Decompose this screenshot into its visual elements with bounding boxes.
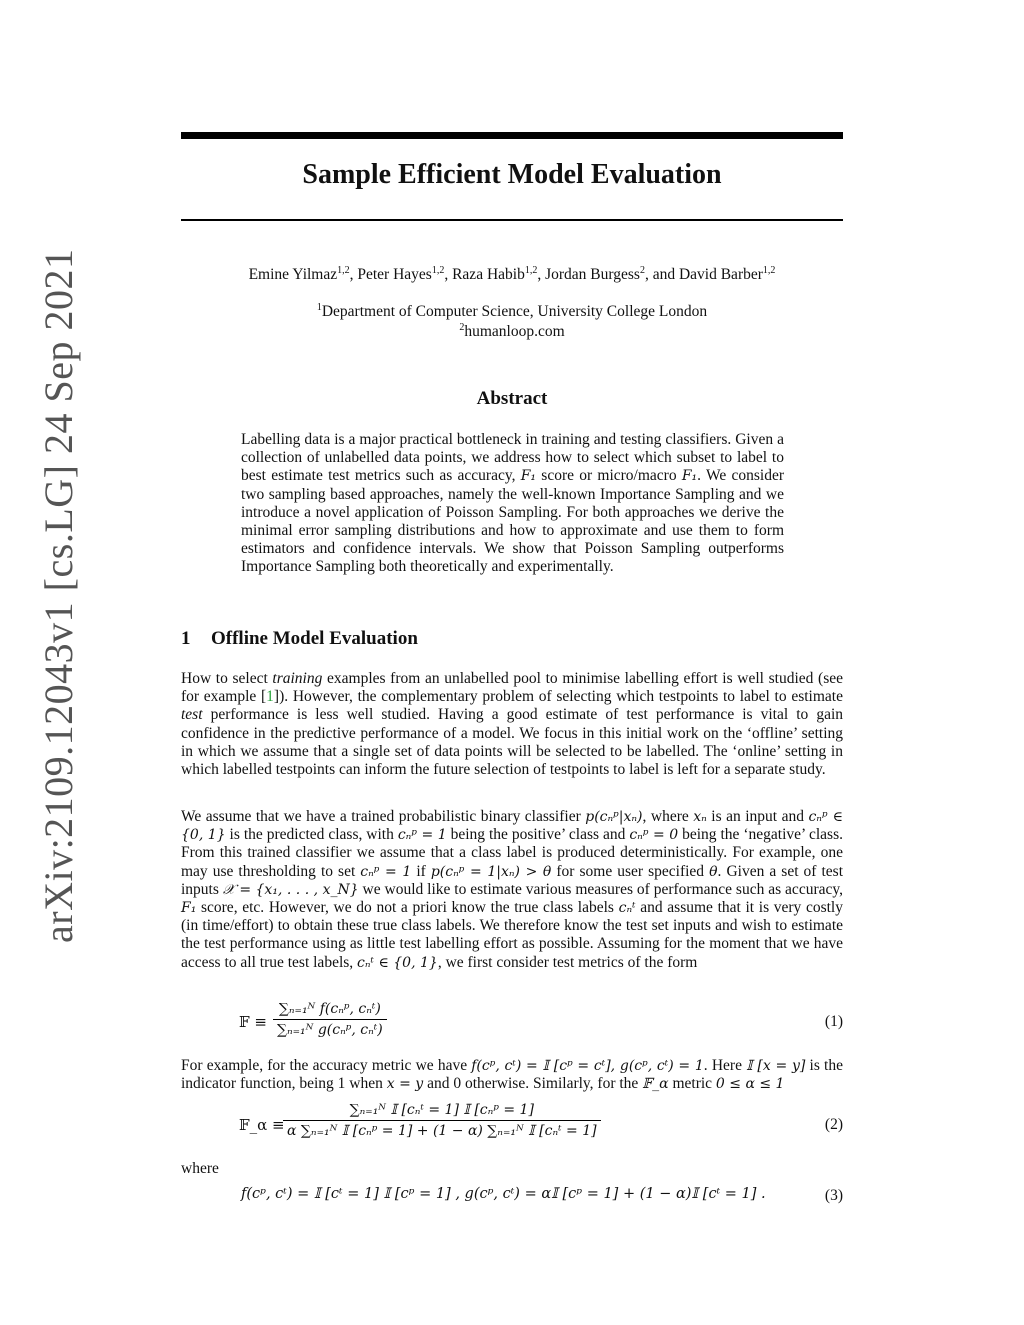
text: if bbox=[411, 862, 431, 880]
text: being the ‘negative’ class. From this trained classifier we assume that a class label is produced deterministically. For example, one may use thresholding to set bbox=[181, 826, 843, 880]
text: is the indicator function, being 1 when bbox=[181, 1057, 843, 1093]
affiliation-text: humanloop.com bbox=[464, 323, 565, 340]
text: We assume that we have a trained probabilistic binary classifier bbox=[181, 808, 586, 825]
text: and assume that it is very costly (in time/effort) to obtain these true class labels. We therefore know the test set inputs and wish to estimate the test performance using as little test labelling effort as possible. Assuming for the moment that we have access to all true test labels, bbox=[181, 899, 843, 971]
author-affiliation-mark: 1,2 bbox=[431, 265, 445, 276]
math-inline: p(cₙᵖ = 1|xₙ) > θ bbox=[430, 863, 552, 880]
author-affiliation-mark: 2 bbox=[639, 265, 645, 276]
equation-number: (1) bbox=[824, 1013, 843, 1030]
emphasis: training bbox=[272, 670, 323, 687]
abstract-text: score or micro/macro bbox=[536, 467, 682, 485]
affiliation-mark: 2 bbox=[459, 322, 465, 333]
author-separator: , bbox=[537, 266, 546, 283]
paper-title: Sample Efficient Model Evaluation bbox=[302, 159, 722, 190]
equation-2 bbox=[181, 1102, 843, 1152]
equation-fraction bbox=[283, 1102, 601, 1139]
paragraph-3 bbox=[181, 1057, 843, 1093]
text: metric bbox=[668, 1075, 716, 1093]
equation-3: f(cᵖ, cᵗ) = 𝕀 [cᵗ = 1] 𝕀 [cᵖ = 1] , g(cᵖ, cᵗ) = α𝕀 [cᵖ = 1] + (1 − α)𝕀 [cᵗ = 1] . bbox=[241, 1186, 766, 1202]
author: Peter Hayes bbox=[357, 266, 432, 283]
equation-denominator: ∑ₙ₌₁ᴺ g(cₙᵖ, cₙᵗ) bbox=[277, 1022, 383, 1038]
text: for some user specified bbox=[551, 862, 710, 880]
abstract-text: . We consider two sampling based approaches, namely the well-known Importance Sampling and we introduce a novel application of Poisson Sampling. For both approaches we derive the minimal error sampling distributions and how to approximate and use them to form estimators and confidence intervals. We show that Poisson Sampling outperforms Importance Sampling both theoretically and experimentally. bbox=[241, 467, 785, 576]
abstract-body bbox=[241, 431, 784, 577]
equation-number: (3) bbox=[824, 1187, 843, 1204]
equation-1 bbox=[181, 1001, 843, 1047]
text: ]). However, the complementary problem of selecting which testpoints to label to estimate bbox=[273, 688, 843, 706]
math-inline: cₙᵗ ∈ {0, 1} bbox=[357, 954, 438, 971]
f1-symbol: F₁ bbox=[520, 468, 537, 485]
math-inline: cₙᵖ = 1 bbox=[397, 827, 447, 844]
math-inline: 𝒳 = {x₁, . . . , x_N} bbox=[222, 881, 359, 898]
abstract-heading: Abstract bbox=[476, 388, 548, 409]
author: David Barber bbox=[678, 266, 763, 283]
abstract-text: Labelling data is a major practical bottleneck in training and testing classifiers. Given a collection of unlabelled data points, we address how to select which subset to label to best estimate test metrics such as accuracy, bbox=[241, 431, 784, 485]
text: How to select bbox=[181, 670, 273, 687]
text: examples from an unlabelled pool to minimise labelling effort is well studied (see for example [ bbox=[181, 670, 843, 706]
paragraph-2 bbox=[181, 808, 843, 972]
math-inline: F₁ bbox=[181, 900, 197, 917]
math-inline: cₙᵗ bbox=[618, 900, 636, 917]
math-inline: 𝔽_α bbox=[642, 1076, 669, 1093]
author-affiliation-mark: 1,2 bbox=[337, 265, 350, 276]
author: Jordan Burgess bbox=[545, 266, 640, 283]
math-inline: x = y bbox=[386, 1076, 424, 1093]
section-heading bbox=[181, 628, 418, 650]
text: is the predicted class, with bbox=[225, 826, 398, 844]
arxiv-side-label: arXiv:2109.12043v1 [cs.LG] 24 Sep 2021 bbox=[36, 248, 81, 943]
math-inline: f(cᵖ, cᵗ) = 𝕀 [cᵖ = cᵗ], g(cᵖ, cᵗ) = 1 bbox=[471, 1058, 704, 1074]
author: Raza Habib bbox=[452, 266, 525, 283]
text: . Here bbox=[703, 1057, 747, 1074]
math-inline: xₙ bbox=[693, 809, 707, 825]
where-label: where bbox=[181, 1160, 219, 1177]
section-title: Offline Model Evaluation bbox=[211, 628, 418, 649]
citation-link[interactable]: 1 bbox=[266, 688, 274, 706]
emphasis: test bbox=[181, 706, 203, 724]
f1-symbol: F₁ bbox=[681, 468, 698, 485]
equation-lhs: 𝔽_α ≡ bbox=[239, 1116, 285, 1134]
equation-numerator: ∑ₙ₌₁ᴺ 𝕀 [cₙᵗ = 1] 𝕀 [cₙᵖ = 1] bbox=[283, 1102, 601, 1121]
math-inline: p(cₙᵖ|xₙ) bbox=[585, 809, 643, 825]
equation-denominator: α ∑ₙ₌₁ᴺ 𝕀 [cₙᵖ = 1] + (1 − α) ∑ₙ₌₁ᴺ 𝕀 [cₙᵗ = 1] bbox=[287, 1123, 597, 1139]
section-number: 1 bbox=[181, 628, 191, 649]
author-separator: , and bbox=[644, 266, 679, 283]
text: we would like to estimate various measures of performance such as accuracy, bbox=[358, 880, 843, 898]
author-separator: , bbox=[444, 266, 453, 283]
math-inline: cₙᵖ = 0 bbox=[629, 827, 679, 844]
affiliation-text: Department of Computer Science, University College London bbox=[321, 303, 708, 320]
math-inline: cₙᵖ ∈ {0, 1} bbox=[181, 809, 843, 844]
math-inline: 𝕀 [x = y] bbox=[746, 1058, 806, 1074]
equation-numerator: ∑ₙ₌₁ᴺ f(cₙᵖ, cₙᵗ) bbox=[273, 1001, 387, 1020]
author-affiliation-mark: 1,2 bbox=[524, 265, 538, 276]
text: being the positive’ class and bbox=[446, 826, 630, 844]
text: , where bbox=[642, 808, 694, 825]
text: performance is less well studied. Having a good estimate of test performance is vital to gain confidence in the predictive performance of a model. We focus in this initial work on the ‘offline’ setting in which we assume that a single set of data points will be selected to be labelled. The ‘online’ setting in which labelled testpoints can inform the future selection of testpoints to label is left for a separate study. bbox=[181, 706, 843, 779]
text: For example, for the accuracy metric we have bbox=[181, 1057, 472, 1074]
author-separator: , bbox=[349, 266, 358, 283]
title-top-rule bbox=[181, 132, 843, 139]
math-inline: 0 ≤ α ≤ 1 bbox=[715, 1076, 785, 1093]
math-inline: θ bbox=[709, 863, 718, 880]
author-list bbox=[181, 266, 843, 284]
title-bottom-rule bbox=[181, 219, 843, 221]
affiliation-2 bbox=[181, 323, 843, 341]
text: is an input and bbox=[706, 808, 809, 825]
equation-fraction bbox=[273, 1001, 387, 1038]
author-affiliation-mark: 1,2 bbox=[762, 265, 776, 276]
text: , we first consider test metrics of the form bbox=[437, 953, 698, 971]
text: and 0 otherwise. Similarly, for the bbox=[423, 1075, 643, 1093]
text: score, etc. However, we do not a priori know the true class labels bbox=[196, 899, 619, 917]
affiliation-1 bbox=[181, 303, 843, 321]
paragraph-1 bbox=[181, 670, 843, 779]
author: Emine Yilmaz bbox=[248, 266, 338, 283]
affiliation-mark: 1 bbox=[316, 302, 322, 313]
equation-lhs: 𝔽 ≡ bbox=[239, 1013, 267, 1031]
text: . Given a set of test inputs bbox=[181, 862, 844, 898]
equation-number: (2) bbox=[824, 1116, 843, 1133]
math-inline: cₙᵖ = 1 bbox=[360, 863, 412, 880]
